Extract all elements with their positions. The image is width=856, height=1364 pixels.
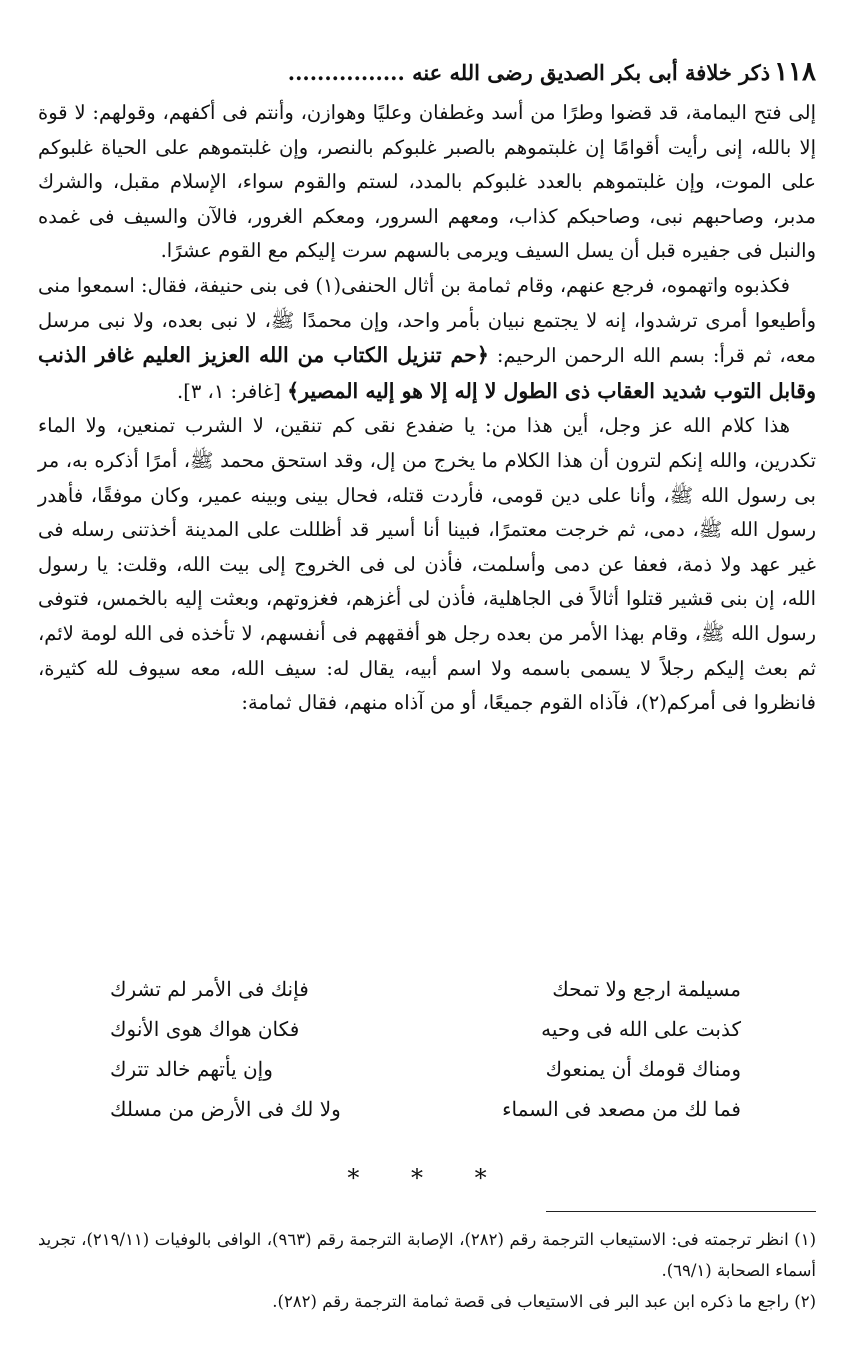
footnote-1: (١) انظر ترجمته فى: الاستيعاب الترجمة رقم (٢٨٢)، الإصابة الترجمة رقم (٩٦٣)، الوافى بالوفيات (٢١٩/١١)، تجريد أسماء الصحابة (٦٩/١). (38, 1230, 816, 1280)
main-text (38, 96, 816, 721)
page-header (38, 52, 816, 92)
poem-hemistich-second: وإن يأتهم خالد تترك (110, 1057, 273, 1081)
poem-hemistich-second: فكان هواك هوى الأنوك (110, 1017, 300, 1041)
poem-hemistich-first: ومناك قومك أن يمنعوك (545, 1057, 741, 1081)
running-title: ذكر خلافة أبى بكر الصديق رضى الله عنه ................ (287, 59, 771, 85)
poem-hemistich-first: كذبت على الله فى وحيه (541, 1017, 741, 1041)
paragraph-2 (38, 269, 816, 409)
footnote-rule (546, 1211, 816, 1212)
section-separator: * * * (347, 1164, 509, 1192)
quran-reference: [غافر: ١، ٣]. (177, 379, 281, 403)
poem-line (110, 1089, 741, 1129)
poem-hemistich-first: فما لك من مصعد فى السماء (502, 1097, 741, 1121)
poem-hemistich-second: ولا لك فى الأرض من مسلك (110, 1097, 341, 1121)
paragraph-1: إلى فتح اليمامة، قد قضوا وطرًا من أسد وغطفان وعليًا وهوازن، وأنتم فى أكفهم، وقولهم: لا قوة إلا بالله، إنى رأيت أقوامًا إن غلبتموهم بالصبر غلبوكم بالنصر، وإن غلبتموهم على الحياة غلبوكم على الموت، وإن غلبتموهم بالعدد غلبوكم بالمدد، لستم والقوم سواء، الإسلام مقبل، والشرك مدبر، وصاحبهم نبى، وصاحبكم كذاب، ومعهم السرور، ومعكم الغرور، فالآن والسيف فى غمده والنبل فى جفيره قبل أن يسل السيف ويرمى بالسهم سرت إليكم مع القوم عشرًا. (38, 101, 816, 263)
poem (110, 969, 741, 1129)
paragraph-2-text: فكذبوه واتهموه، فرجع عنهم، وقام ثمامة بن أثال الحنفى(١) فى بنى حنيفة، فقال: اسمعوا منى وأطيعوا أمرى ترشدوا، إنه لا يجتمع نبيان بأمر واحد، وإن محمدًا ﷺ، لا نبى بعده، ولا نبى مرسل معه، ثم قرأ: بسم الله الرحمن الرحيم: (38, 273, 816, 368)
paragraph-3: هذا كلام الله عز وجل، أين هذا من: يا ضفدع نقى كم تنقين، لا الشرب تمنعين، ولا الماء تكدرين، والله إنكم لترون أن هذا الكلام ما يخرج من إل، وقد استحق محمد ﷺ، أمرًا أذكره به، مر بى رسول الله ﷺ، وأنا على دين قومى، فأردت قتله، فحال بينى وبينه عمير، وكان موفقًا، فأهدر رسول الله ﷺ، دمى، ثم خرجت معتمرًا، فبينا أنا أسير قد أظللت على المدينة أخذتنى رسله فى غير عهد ولا ذمة، فعفا عن دمى وأسلمت، فأذن لى فى الخروج إلى بيت الله، وقلت: يا رسول الله، إن بنى قشير قتلوا أثالاً فى الجاهلية، فأذن لى أغزهم، فغزوتهم، وبعثت إليه بالخمس، فتوفى رسول الله ﷺ، وقام بهذا الأمر من بعده رجل هو أفقههم فى أنفسهم، لا تأخذه فى الله لومة لائم، ثم بعث إليكم رجلاً لا يسمى باسمه ولا اسم أبيه، يقال له: سيف الله، معه سيوف لله كثيرة، فانظروا فى أمركم(٢)، فآذاه القوم جميعًا، أو من آذاه منهم، فقال ثمامة: (38, 414, 816, 715)
poem-line (110, 1009, 741, 1049)
poem-hemistich-first: مسيلمة ارجع ولا تمحك (552, 977, 741, 1001)
quran-verse: ﴿حم تنزيل الكتاب من الله العزيز العليم غافر الذنب وقابل التوب شديد العقاب ذى الطول لا إله إلا هو إليه المصير﴾ (38, 343, 816, 403)
poem-hemistich-second: فإنك فى الأمر لم تشرك (110, 977, 309, 1001)
footnote-2: (٢) راجع ما ذكره ابن عبد البر فى الاستيعاب فى قصة ثمامة الترجمة رقم (٢٨٢). (272, 1292, 816, 1311)
page-number: ١١٨ (774, 57, 816, 87)
poem-line (110, 1049, 741, 1089)
poem-line (110, 969, 741, 1009)
footnotes (38, 1224, 816, 1317)
